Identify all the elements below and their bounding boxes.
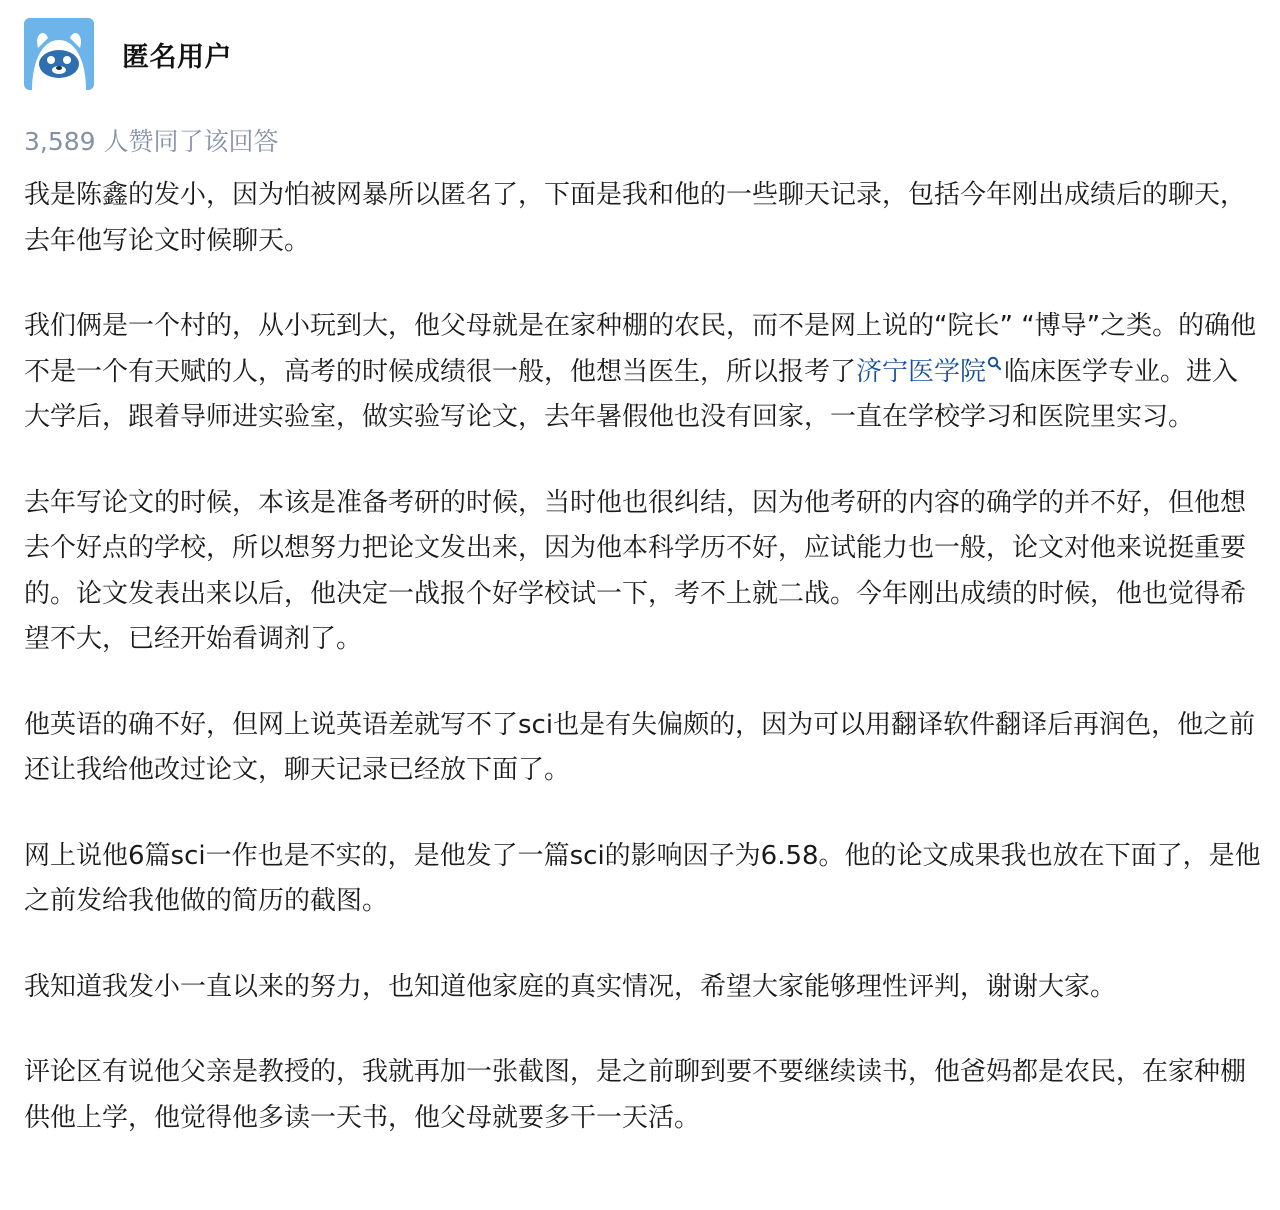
vote-count: 3,589 人赞同了该回答	[24, 127, 279, 156]
paragraph-2-after: 临床医学专业。进入大学后，跟着导师进实验室，做实验写论文，去年暑假他也没有回家，一直在学校学习和医院里实习。	[24, 356, 1239, 432]
paragraph-2-before: 我们俩是一个村的，从小玩到大，他父母就是在家种棚的农民，而不是网上说的“院长” “博导”之类。的确他不是一个有天赋的人，高考的时候成绩很一般，他想当医生，所以报考了	[24, 311, 1257, 387]
paragraph-7: 评论区有说他父亲是教授的，我就再加一张截图，是之前聊到要不要继续读书，他爸妈都是农民，在家种棚供他上学，他觉得他多读一天书，他父母就要多干一天活。	[24, 1057, 1247, 1133]
author-name[interactable]: 匿名用户	[122, 41, 232, 73]
paragraph-1: 我是陈鑫的发小，因为怕被网暴所以匿名了，下面是我和他的一些聊天记录，包括今年刚出成绩后的聊天，去年他写论文时候聊天。	[24, 180, 1247, 256]
paragraph-4: 他英语的确不好，但网上说英语差就写不了sci也是有失偏颇的，因为可以用翻译软件翻译后再润色，他之前还让我给他改过论文，聊天记录已经放下面了。	[24, 709, 1256, 785]
search-icon[interactable]	[986, 356, 1004, 382]
paragraph-6: 我知道我发小一直以来的努力，也知道他家庭的真实情况，希望大家能够理性评判，谢谢大家。	[24, 971, 1117, 1002]
school-link[interactable]: 济宁医学院	[856, 356, 987, 387]
answer-header	[24, 18, 232, 90]
anonymous-avatar-icon[interactable]	[24, 18, 94, 90]
paragraph-5: 网上说他6篇sci一作也是不实的，是他发了一篇sci的影响因子为6.58。他的论文成果我也放在下面了，是他之前发给我他做的简历的截图。	[24, 840, 1261, 916]
answer-content	[24, 173, 1264, 1181]
paragraph-2	[24, 304, 1264, 441]
paragraph-3: 去年写论文的时候，本该是准备考研的时候，当时他也很纠结，因为他考研的内容的确学的并不好，但他想去个好点的学校，所以想努力把论文发出来，因为他本科学历不好，应试能力也一般，论文对他来说挺重要的。论文发表出来以后，他决定一战报个好学校试一下，考不上就二战。今年刚出成绩的时候，他也觉得希望不大，已经开始看调剂了。	[24, 487, 1247, 654]
